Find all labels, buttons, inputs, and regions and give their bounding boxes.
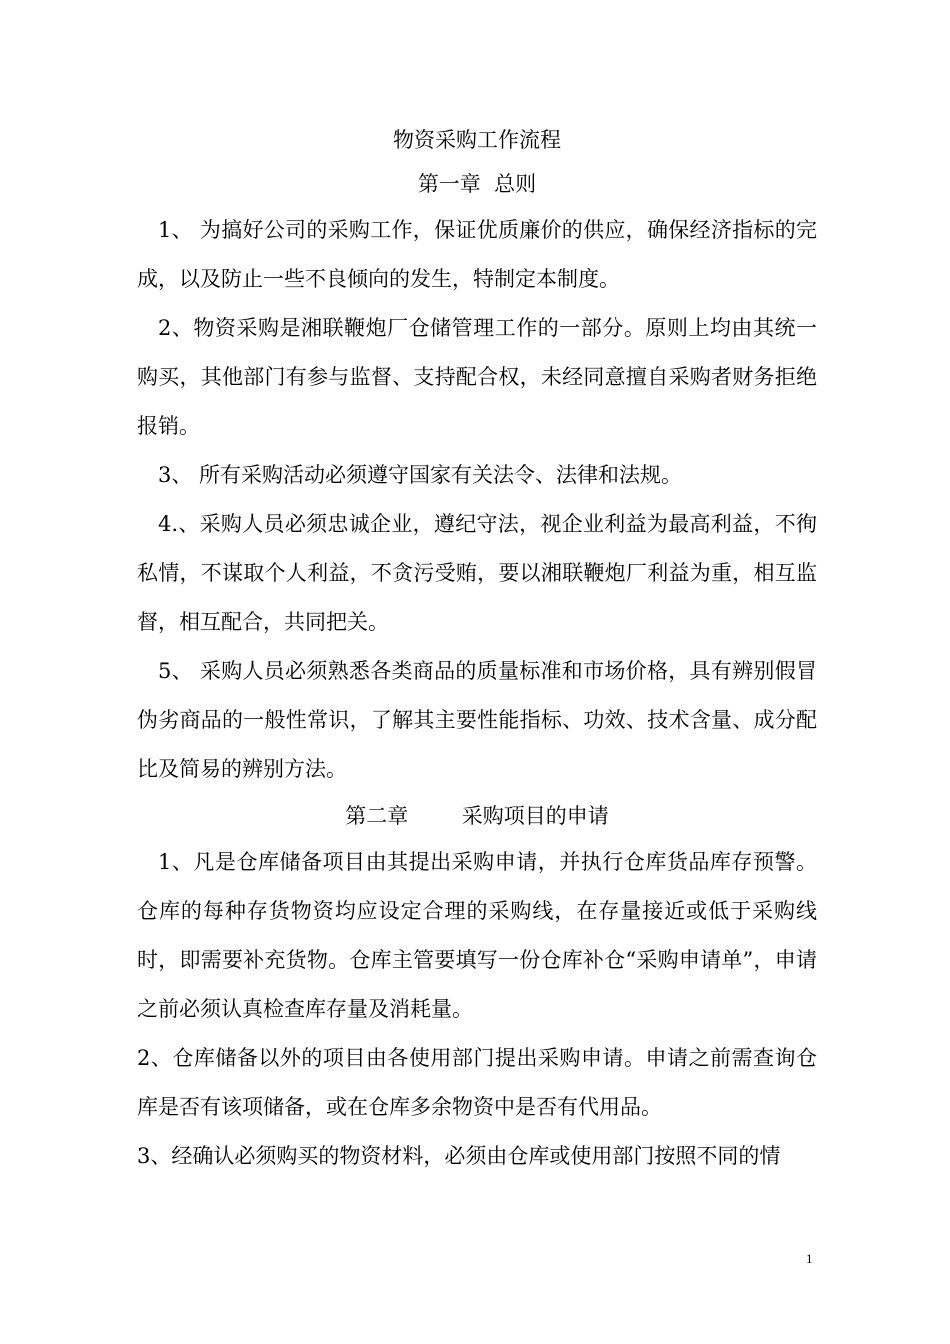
document-body: [137, 118, 817, 1181]
page-number: 1: [806, 1251, 813, 1266]
chapter-2-paragraph-1: 1、凡是仓库储备项目由其提出采购申请，并执行仓库货品库存预警。仓库的每种存货物资均应设定合理的采购线，在存量接近或低于采购线时，即需要补充货物。仓库主管要填写一份仓库补仓“采购申请单”，申请之前必须认真检查库存量及消耗量。: [137, 850, 817, 1021]
chapter-1-paragraph-3: 3、 所有采购活动必须遵守国家有关法令、法律和法规。: [158, 463, 683, 487]
chapter-2-paragraph-2: 2、仓库储备以外的项目由各使用部门提出采购申请。申请之前需查询仓库是否有该项储备，或在仓库多余物资中是否有代用品。: [137, 1046, 817, 1119]
chapter-1-paragraph-4: 4.、采购人员必须忠诚企业，遵纪守法，视企业利益为最高利益，不徇私情，不谋取个人利益，不贪污受贿，要以湘联鞭炮厂利益为重，相互监督，相互配合，共同把关。: [137, 512, 817, 634]
chapter-2-paragraph-3: 3、经确认必须购买的物资材料，必须由仓库或使用部门按照不同的情: [137, 1144, 781, 1168]
chapter-1-paragraph-5: 5、 采购人员必须熟悉各类商品的质量标准和市场价格，具有辨别假冒伪劣商品的一般性常识，了解其主要性能指标、功效、技术含量、成分配比及简易的辨别方法。: [137, 659, 817, 781]
chapter-1-paragraph-2: 2、物资采购是湘联鞭炮厂仓储管理工作的一部分。原则上均由其统一购买，其他部门有参与监督、支持配合权，未经同意擅自采购者财务拒绝报销。: [137, 316, 817, 438]
chapter-1-paragraph-1: 1、 为搞好公司的采购工作，保证优质廉价的供应，确保经济指标的完成，以及防止一些不良倾向的发生，特制定本制度。: [137, 218, 817, 291]
chapter-2-heading: 第二章 采购项目的申请: [345, 804, 609, 828]
document-title: 物资采购工作流程: [393, 128, 561, 152]
chapter-1-heading: 第一章 总则: [417, 172, 537, 196]
